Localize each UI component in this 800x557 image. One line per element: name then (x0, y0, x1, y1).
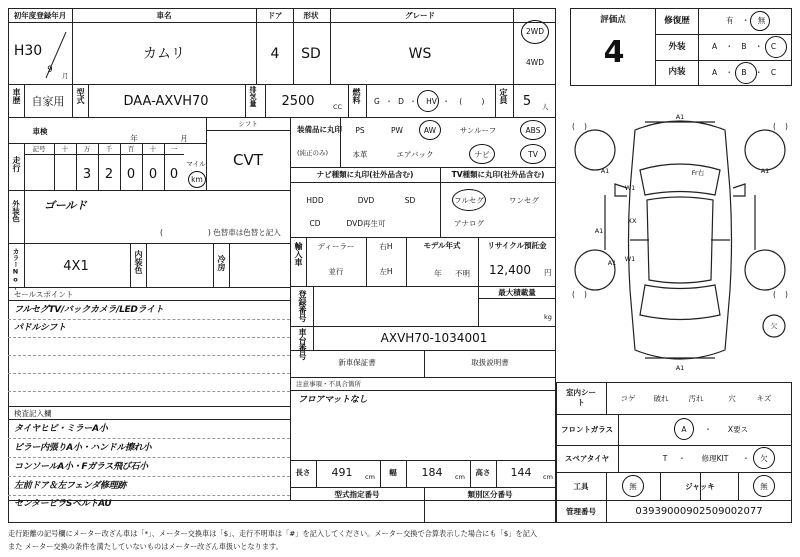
rule (290, 182, 556, 183)
digit-header: 十 (149, 145, 157, 153)
mile-label: マイル (186, 160, 206, 168)
rule (556, 414, 792, 415)
rule (130, 243, 131, 287)
rule (366, 84, 367, 117)
model-year-label: モデル年式 (423, 241, 461, 250)
recycle-yen: 円 (544, 268, 552, 277)
mileage-digit: 0 (126, 167, 136, 182)
damage-mark: Fr右 (691, 169, 705, 177)
length: 491 (331, 466, 353, 479)
damage-mark: A1 (594, 227, 604, 235)
rule (470, 460, 471, 487)
equip-aw-circle (419, 120, 441, 140)
damage-mark: A1 (675, 113, 685, 121)
rule (496, 460, 497, 487)
paren-close: ) (584, 290, 587, 299)
rule (424, 487, 425, 523)
rule (478, 237, 479, 286)
spare-sep: ・ (678, 454, 686, 463)
paren-close: ) (785, 122, 788, 131)
digit-header: 千 (105, 145, 113, 153)
paren-open: ( (773, 290, 776, 299)
km-label: km (191, 175, 203, 184)
equip-leather: 本革 (352, 150, 368, 159)
shift-value: CVT (233, 151, 263, 169)
seat-scratch: キズ (756, 394, 772, 403)
height: 144 (510, 466, 532, 479)
rule (164, 144, 165, 190)
interior-color-label: 内装色 (134, 250, 143, 274)
rule (478, 298, 556, 299)
rule (8, 391, 290, 392)
ac-label: 冷房 (217, 255, 226, 271)
rule (8, 22, 556, 23)
model-year-unknown: 不明 (455, 269, 470, 278)
damage-mark: A1 (600, 167, 610, 175)
color-change-note: ( ) 色替車は色替と記入 (160, 228, 281, 237)
rule (316, 460, 317, 487)
inspector-note-line: センターピラSベルトAU (14, 499, 112, 509)
exterior-c: C (770, 42, 777, 51)
model-year-unit: 年 (434, 269, 442, 278)
repair-label: 修復歴 (664, 16, 690, 26)
navi-dvd-play: DVD再生可 (346, 219, 386, 228)
rule (8, 419, 290, 420)
navi-sd: SD (404, 196, 416, 205)
damage-mark: 欠 (770, 322, 778, 330)
paren-open: ( (773, 122, 776, 131)
capacity: 5 (522, 94, 532, 109)
shaken-month-unit: 月 (180, 134, 188, 143)
equip-sunroof: サンルーフ (459, 126, 497, 135)
shaken-year-unit: 年 (130, 134, 138, 143)
jack-value: 無 (760, 482, 768, 491)
glass-label: フロントガラス (560, 425, 614, 434)
equip-abs-circle (520, 120, 546, 140)
digit-header: 一 (170, 145, 178, 153)
notes-label: 注意事項・不具合箇所 (296, 380, 361, 388)
glass-a-circle (674, 418, 694, 440)
rule (8, 190, 290, 191)
car-name-label: 車名 (156, 11, 172, 20)
use-label: 車歴 (12, 88, 21, 104)
fuel-sep: ・ (385, 97, 393, 106)
navi-dvd: DVD (357, 196, 375, 205)
rule (290, 117, 291, 500)
cc-unit: CC (333, 103, 343, 111)
rule (290, 500, 556, 501)
rule (698, 8, 699, 86)
mileage-digit: 3 (82, 167, 92, 182)
management-no: 03939000902509002077 (635, 506, 763, 517)
fuel-paren-close: ) (481, 97, 485, 106)
jack-circle (753, 475, 775, 497)
seat-stain: 汚れ (688, 394, 704, 403)
type-no-label: 型式指定番号 (334, 490, 380, 499)
rule (380, 460, 381, 487)
repair-no: 無 (757, 16, 766, 25)
rule (120, 144, 121, 190)
damage-mark: W1 (624, 255, 636, 263)
color-label: 外装色 (11, 200, 21, 223)
navi-hdd: HDD (306, 196, 324, 205)
notes: フロアマットなし (298, 395, 368, 405)
rule (206, 130, 290, 131)
tool-value: 無 (629, 482, 637, 491)
model-label: 型式 (76, 88, 85, 104)
left-hand: 左H (379, 267, 393, 276)
equip-tv: TV (528, 150, 538, 159)
shaken-label: 車検 (32, 127, 48, 136)
chassis-label: 車台番号 (298, 328, 307, 360)
displacement: 2500 (281, 94, 315, 109)
inspector-notes-label: 検査記入欄 (14, 409, 52, 418)
navi-cd: CD (309, 219, 321, 228)
inspector-note-line: タイヤヒビ・ミラーA小 (14, 424, 108, 434)
warranty-label: 新車保証書 (338, 358, 376, 367)
equip-navi: ナビ (474, 150, 490, 159)
rule (24, 84, 25, 117)
mileage-grid (24, 144, 184, 190)
damage-mark: A1 (675, 364, 685, 372)
rule (256, 8, 257, 84)
rule (290, 326, 556, 327)
fuel-sep: ・ (442, 97, 450, 106)
fuel-g: G (374, 97, 380, 106)
equip-pw: PW (391, 126, 403, 135)
navi-title: ナビ種類に丸印(社外品含む) (316, 170, 414, 179)
repair-no-circle (750, 11, 770, 31)
damage-mark: A1 (607, 259, 617, 267)
rule (290, 237, 556, 238)
spare-t: T (662, 454, 668, 463)
rule (348, 84, 349, 117)
class-no-label: 類別区分番号 (467, 490, 513, 499)
height-label: 高さ (475, 468, 491, 477)
rule (618, 414, 619, 472)
first-reg-label: 初年度登録年月 (13, 11, 67, 20)
person-unit: 人 (542, 103, 549, 111)
width-label: 幅 (389, 468, 397, 477)
rule (8, 117, 556, 118)
color-no: 4X1 (63, 259, 89, 274)
rule (290, 390, 556, 391)
door-label: ドア (267, 11, 283, 20)
tv-title: TV種類に丸印(社外品含む) (451, 170, 545, 179)
width-unit: cm (455, 473, 465, 481)
tv-fullseg: フルセグ (454, 196, 484, 205)
max-load-kg: kg (544, 313, 552, 321)
interior-label: 内装 (668, 67, 686, 77)
interior-sep: ・ (754, 68, 763, 77)
tv-analog: アナログ (454, 219, 484, 228)
rule (76, 144, 77, 190)
rule (655, 8, 656, 86)
rule (8, 300, 290, 301)
digit-header: 百 (127, 145, 135, 153)
fuel-sep: ・ (409, 97, 417, 106)
drive-4wd: 4WD (526, 58, 544, 67)
rule (8, 355, 290, 356)
equip-tv-circle (520, 144, 546, 164)
doors: 4 (270, 46, 280, 62)
equipment-title: 装備品に丸印 (297, 125, 342, 134)
fuel-label: 燃料 (352, 88, 361, 104)
rule (8, 406, 290, 407)
spare-label: スペアタイヤ (564, 454, 610, 463)
reg-month: 9 (47, 65, 53, 75)
rule (245, 84, 246, 117)
interior-a: A (712, 68, 718, 77)
model-code: DAA-AXVH70 (123, 94, 209, 109)
recycle-label: リサイクル預託金 (487, 241, 547, 250)
import-parallel: 並行 (328, 267, 344, 276)
digit-header: 十 (61, 145, 69, 153)
shift-label: シフト (238, 120, 258, 128)
sales-point-line: フルセグTV/バックカメラ/LEDライト (14, 305, 164, 315)
repair-yes: 有 (726, 16, 734, 25)
rule (290, 286, 556, 287)
import-label: 輸入車 (294, 242, 303, 266)
rule (290, 377, 556, 378)
rule (142, 144, 143, 190)
paren-open: ( (572, 290, 575, 299)
reg-no-label: 登録番号 (298, 290, 307, 322)
length-unit: cm (365, 473, 375, 481)
rule (556, 500, 792, 501)
height-unit: cm (543, 473, 553, 481)
equip-abs: ABS (525, 126, 541, 135)
car-name: カムリ (143, 46, 185, 62)
equip-navi-circle (469, 144, 495, 164)
rule (495, 84, 496, 117)
exterior-c-circle (765, 36, 787, 58)
rule (655, 34, 792, 35)
rule (330, 8, 331, 84)
rule (8, 476, 290, 477)
exterior-sep: ・ (725, 42, 734, 51)
rule (513, 84, 514, 117)
sales-points-label: セールスポイント (14, 290, 74, 299)
paren-close: ) (785, 290, 788, 299)
capacity-label: 定員 (499, 88, 508, 104)
management-label: 管理番号 (566, 507, 596, 516)
rule (738, 472, 739, 500)
fuel-paren-open: ( (459, 97, 463, 106)
rule (406, 237, 407, 286)
right-hand: 右H (379, 242, 393, 251)
rule (146, 243, 147, 287)
equip-airbag: エアバック (396, 150, 434, 159)
rule (213, 243, 214, 287)
exterior-b: B (741, 42, 747, 51)
jack-label: ジャッキ (685, 482, 715, 491)
length-label: 長さ (295, 468, 311, 477)
chassis-no: AXVH70-1034001 (380, 331, 488, 345)
rule (478, 286, 479, 326)
rule (8, 500, 290, 501)
inspector-note-line: ピラー内張りA小・ハンドル擦れ小 (14, 443, 152, 453)
rule (440, 167, 441, 237)
equip-aw: AW (423, 126, 437, 135)
rule (313, 286, 314, 350)
interior-b-circle (735, 62, 757, 84)
rule (306, 237, 307, 286)
mileage-digit: 0 (169, 167, 179, 182)
sales-point-line: パドルシフト (14, 323, 66, 333)
paren-close: ) (584, 122, 587, 131)
mileage-digit: 0 (148, 167, 158, 182)
max-load-label: 最大積載量 (498, 288, 536, 297)
rule (556, 445, 792, 446)
rule (8, 457, 290, 458)
width: 184 (421, 466, 443, 479)
car-damage-diagram (565, 100, 795, 380)
spare-none: 欠 (760, 454, 768, 463)
reg-month-unit: 月 (62, 72, 69, 80)
paren-open: ( (572, 122, 575, 131)
interior-sep: ・ (725, 68, 734, 77)
glass-sep: ・ (704, 425, 712, 434)
rule (290, 167, 556, 168)
rule (655, 60, 792, 61)
repair-sep: ・ (741, 16, 750, 25)
rule (660, 472, 661, 500)
tool-label: 工具 (573, 482, 589, 491)
grade: WS (408, 46, 432, 62)
tv-fullseg-circle (452, 189, 486, 211)
rule (265, 84, 266, 117)
manual-label: 取扱説明書 (471, 358, 509, 367)
rule (406, 460, 407, 487)
grade-label: グレード (405, 11, 435, 20)
spare-sep: ・ (742, 454, 750, 463)
seat-hole: 穴 (728, 394, 736, 403)
mileage-label: 走行 (12, 156, 21, 172)
fuel-hv: HV (426, 97, 437, 106)
rule (206, 117, 207, 190)
fuel-d: D (398, 97, 404, 106)
tv-oneseg: ワンセグ (509, 196, 539, 205)
color-no-label: カラーNo. (11, 248, 20, 292)
rule (72, 8, 73, 84)
footer-line-2: また メーター交換の条件を満たしていないものはメーター改ざん車扱いとなります。 (8, 542, 283, 551)
inspector-note-line: 左前ドア＆左フェンダ修理跡 (14, 481, 127, 491)
recycle-amount: 12,400 (489, 263, 531, 277)
rule (8, 373, 290, 374)
rule (8, 287, 290, 288)
rule (24, 190, 25, 243)
inspector-note-line: コンソールA小・Fガラス飛び石小 (14, 462, 148, 472)
interior-b: B (741, 68, 747, 77)
digit-header: 記号 (32, 145, 46, 153)
rule (88, 84, 89, 117)
seat-tear: 破れ (653, 394, 669, 403)
digit-header: 万 (83, 145, 91, 153)
import-dealer: ディーラー (317, 242, 355, 251)
seat-label: 室内シート (566, 388, 596, 407)
rule (513, 8, 514, 84)
exterior-label: 外装 (668, 42, 686, 52)
glass-x: X要ス (727, 425, 749, 434)
rule (8, 495, 290, 496)
use-value: 自家用 (31, 95, 65, 108)
spare-kit: 修理KIT (701, 454, 729, 463)
rule (229, 243, 230, 287)
rule (290, 350, 556, 351)
rule (8, 243, 290, 244)
footer-line-1: 走行距離の記号欄にメーター改ざん車は「*」、メーター交換車は「$」、走行不明車は「#」を記入してください。メーター交換で合算表示した場合にも「$」を記入 (8, 529, 538, 538)
damage-mark: XX (627, 217, 637, 225)
rule (8, 84, 556, 85)
rule (54, 144, 55, 190)
tool-circle (622, 475, 644, 497)
rule (424, 350, 425, 377)
rule (606, 472, 607, 523)
equip-ps: PS (355, 126, 365, 135)
rule (606, 382, 607, 414)
rule (8, 337, 290, 338)
interior-c: C (770, 68, 777, 77)
exterior-sep: ・ (754, 42, 763, 51)
score: 4 (603, 35, 625, 70)
rule (8, 319, 290, 320)
rule (72, 84, 73, 117)
color-value: ゴールド (44, 199, 87, 212)
shape-label: 形状 (303, 11, 319, 20)
rule (366, 237, 367, 286)
glass-a: A (681, 425, 687, 434)
rule (290, 460, 556, 461)
damage-mark: W1 (624, 184, 636, 192)
mileage-digit: 2 (104, 167, 114, 182)
shape: SD (301, 46, 321, 62)
seat-burn: コゲ (620, 394, 636, 403)
rule (556, 472, 792, 473)
rule (293, 8, 294, 84)
drive-2wd: 2WD (526, 27, 544, 36)
exterior-a: A (712, 42, 718, 51)
era-year: H30 (13, 43, 43, 59)
rule (290, 487, 556, 488)
displacement-label: 排気量 (249, 86, 257, 107)
fuel-hv-circle (417, 90, 439, 112)
damage-mark: A1 (760, 167, 770, 175)
rule (98, 144, 99, 190)
spare-none-circle (753, 447, 775, 469)
rule (24, 243, 25, 287)
score-label: 評価点 (600, 15, 626, 25)
rule (8, 438, 290, 439)
equipment-subtitle: (純正のみ) (297, 149, 329, 157)
